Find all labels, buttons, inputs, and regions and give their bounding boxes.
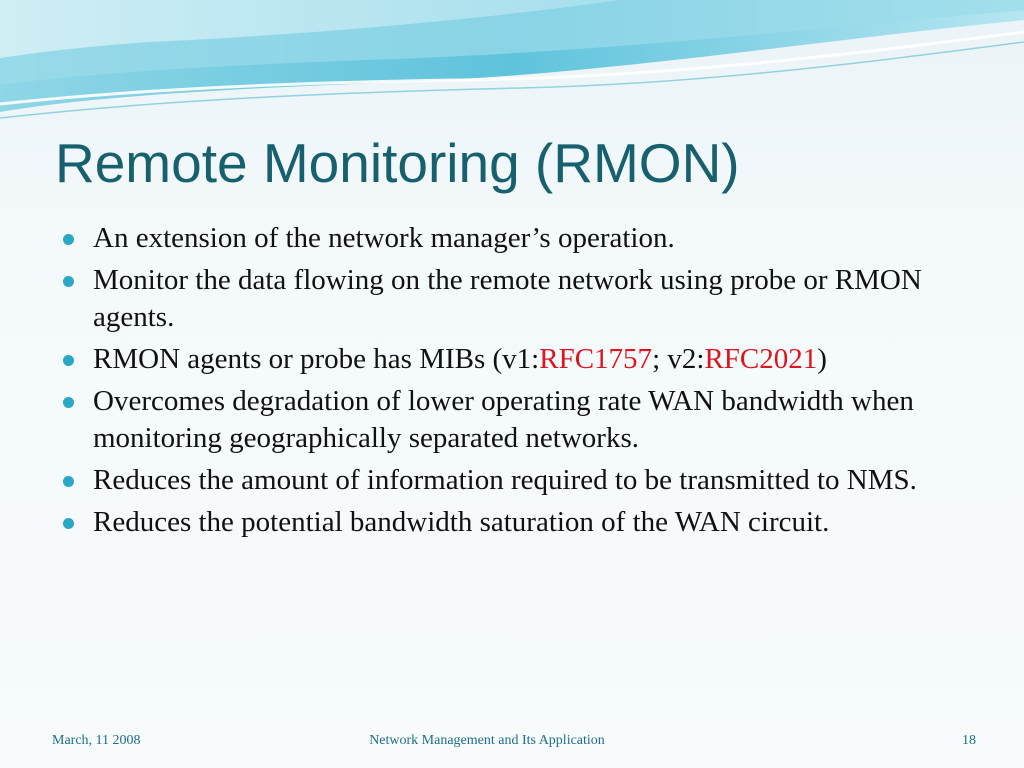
rfc2021-reference: RFC2021 <box>704 343 818 375</box>
footer-date: March, 11 2008 <box>52 733 141 748</box>
bullet-dot-icon <box>63 276 74 287</box>
bullet-item <box>58 383 958 457</box>
bullet-dot-icon <box>63 518 74 529</box>
bullet-text: Reduces the amount of information required to be transmitted to NMS. <box>93 464 917 496</box>
bullet-text-prefix: RMON agents or probe has MIBs (v1: <box>93 343 540 375</box>
bullet-text: Reduces the potential bandwidth saturation of the WAN circuit. <box>93 506 830 538</box>
bullet-text-suffix: ) <box>817 343 827 375</box>
bullet-dot-icon <box>63 476 74 487</box>
bullet-dot-icon <box>63 234 74 245</box>
bullet-text: Monitor the data flowing on the remote network using probe or RMON agents. <box>93 264 922 333</box>
bullet-list <box>58 220 958 546</box>
footer-course-title: Network Management and Its Application <box>369 733 605 748</box>
bullet-item <box>58 262 958 336</box>
bullet-item <box>58 462 958 499</box>
rfc1757-reference: RFC1757 <box>539 343 653 375</box>
bullet-dot-icon <box>63 355 74 366</box>
bullet-dot-icon <box>63 397 74 408</box>
header-wave-decoration <box>0 0 1024 130</box>
bullet-text: An extension of the network manager’s operation. <box>93 222 675 254</box>
bullet-text-separator: ; v2: <box>652 343 705 375</box>
slide-title: Remote Monitoring (RMON) <box>55 132 740 194</box>
bullet-text: Overcomes degradation of lower operating rate WAN bandwidth when monitoring geographically separated networks. <box>93 385 914 454</box>
bullet-item <box>58 504 958 541</box>
footer-page-number: 18 <box>962 733 976 748</box>
bullet-item <box>58 341 958 378</box>
bullet-item <box>58 220 958 257</box>
